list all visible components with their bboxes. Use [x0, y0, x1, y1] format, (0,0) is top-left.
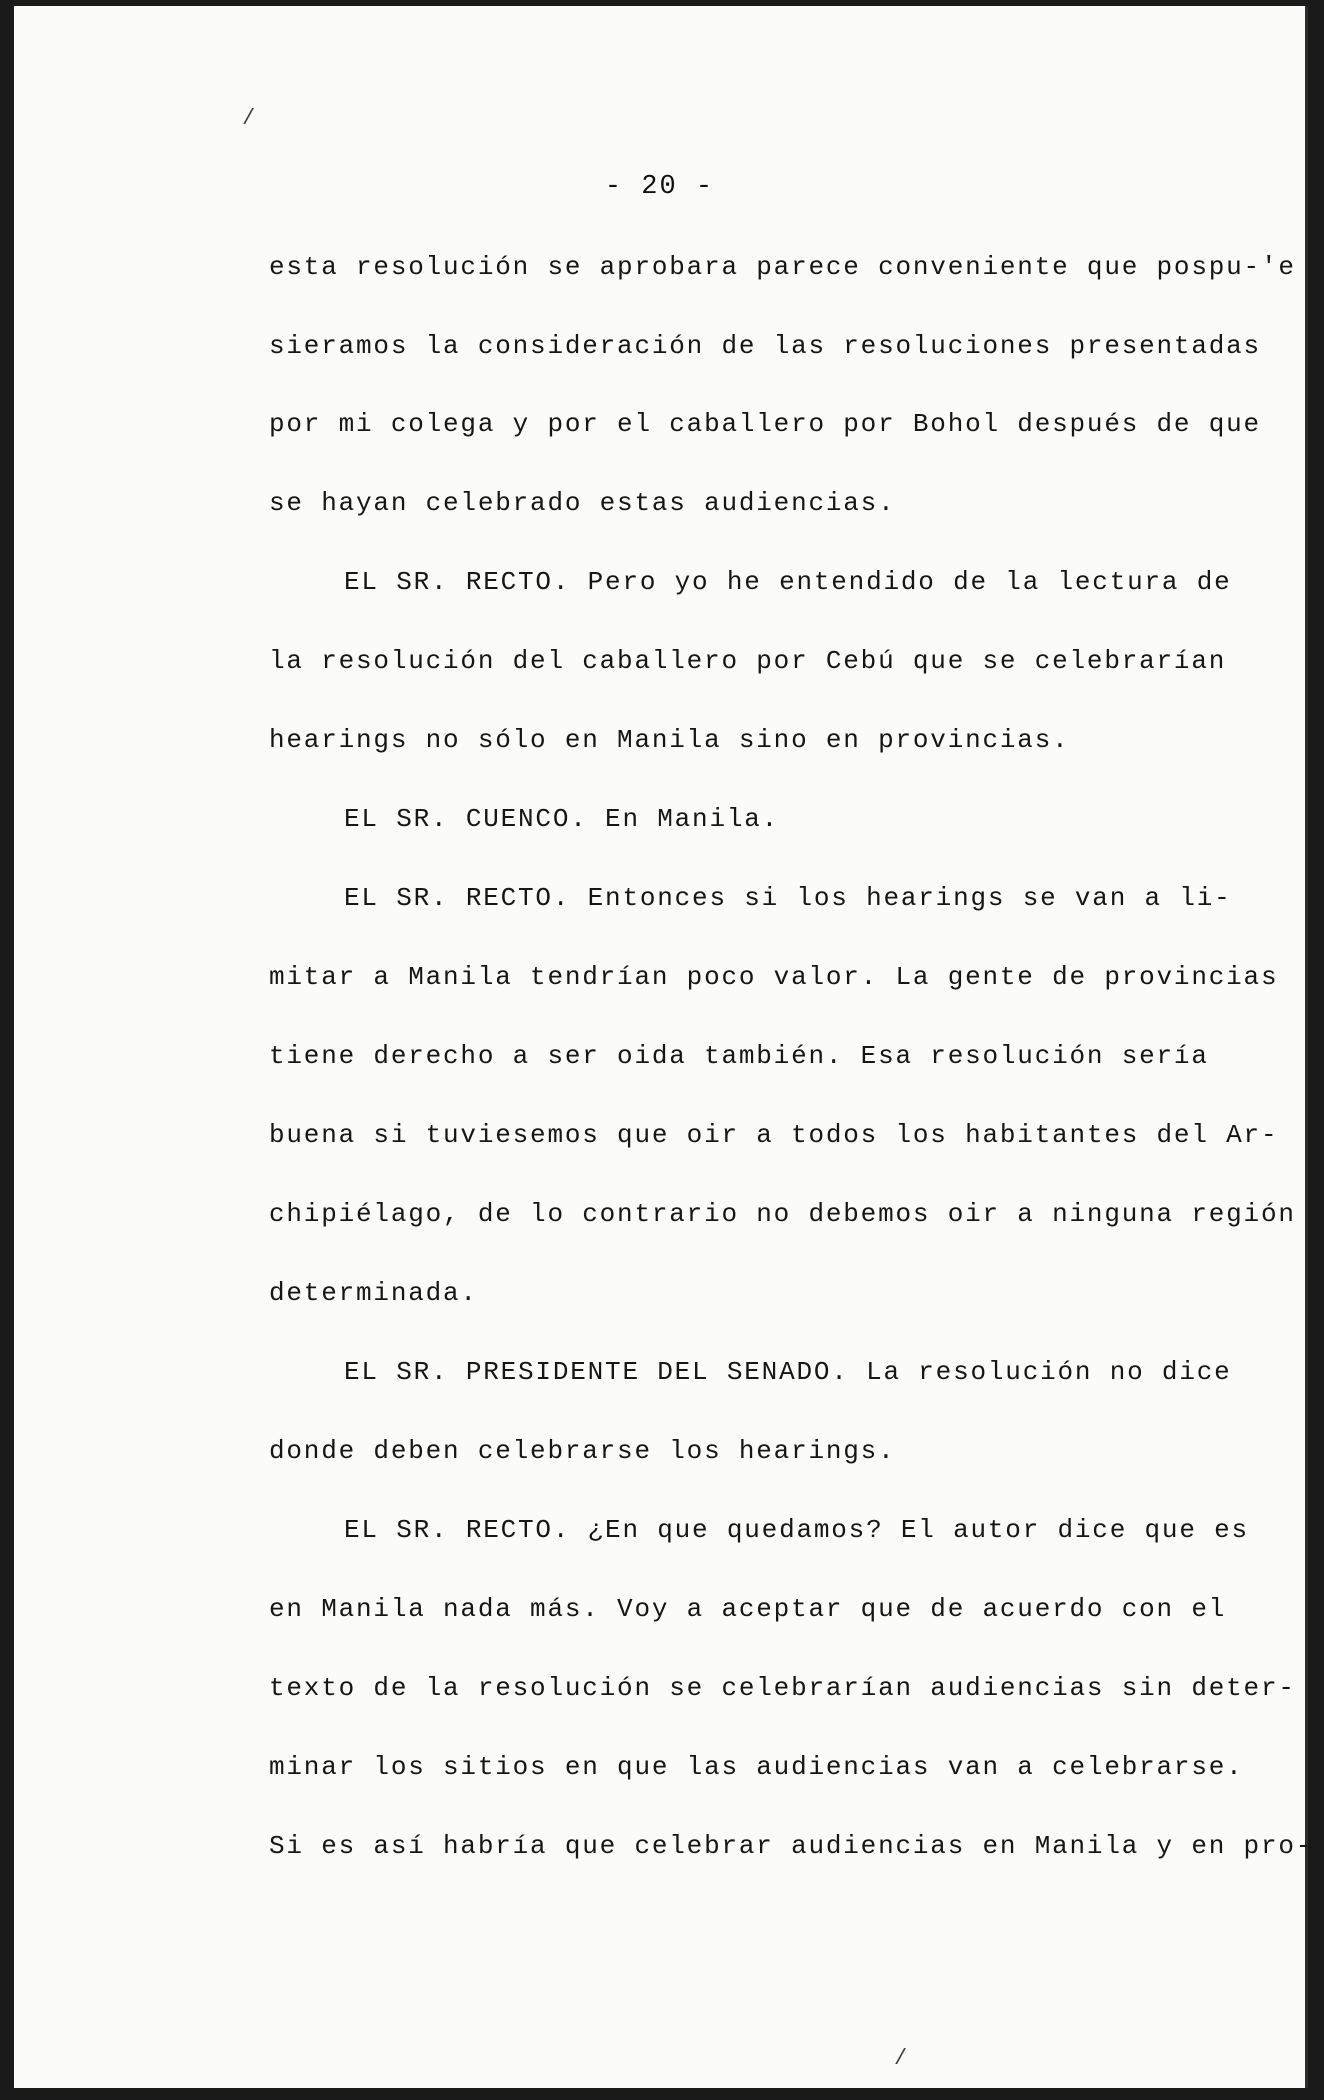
speaker-line-cuenco: EL SR. CUENCO. En Manila.	[344, 804, 780, 834]
text-line-14: determinada.	[269, 1278, 478, 1308]
speaker-line-recto-2: EL SR. RECTO. Entonces si los hearings se van a li-	[344, 883, 1232, 913]
stray-mark: /	[894, 2046, 908, 2071]
text-line-21: Si es así habría que celebrar audiencias en Manila y en pro-	[269, 1831, 1314, 1861]
document-page	[14, 6, 1314, 2088]
page-number: - 20 -	[604, 172, 715, 202]
text-line-6: la resolución del caballero por Cebú que se celebrarían	[269, 646, 1227, 676]
text-line-18: en Manila nada más. Voy a aceptar que de acuerdo con el	[269, 1594, 1227, 1624]
text-line-13: chipiélago, de lo contrario no debemos oir a ninguna región	[269, 1199, 1296, 1229]
speaker-line-presidente: EL SR. PRESIDENTE DEL SENADO. La resolución no dice	[344, 1357, 1232, 1387]
text-line-2: sieramos la consideración de las resoluciones presentadas	[269, 331, 1261, 361]
text-line-20: minar los sitios en que las audiencias van a celebrarse.	[269, 1752, 1244, 1782]
text-line-19: texto de la resolución se celebrarían audiencias sin deter-	[269, 1673, 1296, 1703]
text-line-4: se hayan celebrado estas audiencias.	[269, 488, 896, 518]
text-line-16: donde deben celebrarse los hearings.	[269, 1436, 896, 1466]
text-line-12: buena si tuviesemos que oir a todos los habitantes del Ar-	[269, 1120, 1279, 1150]
text-line-3: por mi colega y por el caballero por Bohol después de que	[269, 409, 1261, 439]
text-line-10: mitar a Manila tendrían poco valor. La gente de provincias	[269, 962, 1279, 992]
speaker-line-recto-1: EL SR. RECTO. Pero yo he entendido de la lectura de	[344, 567, 1232, 597]
text-line-11: tiene derecho a ser oida también. Esa resolución sería	[269, 1041, 1209, 1071]
stray-mark: /	[242, 106, 256, 131]
text-line-1: esta resolución se aprobara parece conveniente que pospu-'e	[269, 252, 1296, 282]
text-line-7: hearings no sólo en Manila sino en provincias.	[269, 725, 1070, 755]
speaker-line-recto-3: EL SR. RECTO. ¿En que quedamos? El autor dice que es	[344, 1515, 1249, 1545]
